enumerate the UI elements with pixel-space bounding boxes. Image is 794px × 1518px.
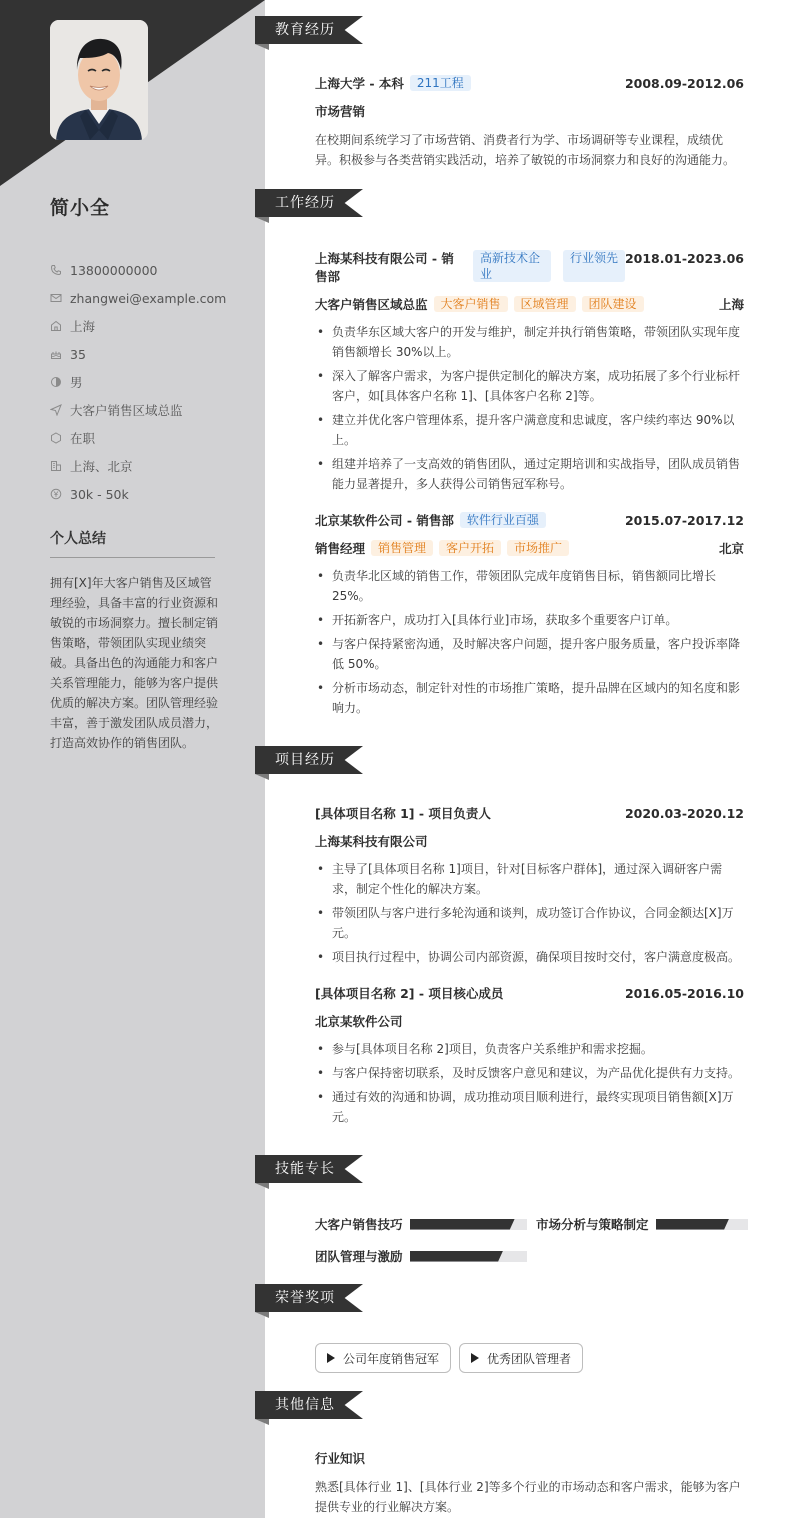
contact-age-text: 35 bbox=[70, 346, 86, 362]
role-tag: 销售管理 bbox=[371, 540, 433, 556]
summary-title: 个人总结 bbox=[50, 528, 215, 558]
section-header-skills bbox=[255, 1155, 363, 1183]
other-entry bbox=[315, 1450, 744, 1517]
work-bullets bbox=[315, 322, 744, 494]
gender-icon bbox=[50, 376, 62, 388]
company-name: 北京某软件公司 - 销售部 bbox=[315, 513, 454, 528]
contact-location bbox=[50, 312, 250, 340]
other-text: 熟悉[具体行业 1]、[具体行业 2]等多个行业的市场动态和客户需求，能够为客户提供专业的行业解决方案。 bbox=[315, 1480, 741, 1514]
list-item: • 深入了解客户需求，为客户提供定制化的解决方案，成功拓展了多个行业标杆客户，如[具体客户名称 1]、[具体客户名称 2]等。 bbox=[315, 366, 744, 406]
skill-item bbox=[315, 1215, 527, 1233]
contact-city-text: 上海、北京 bbox=[70, 459, 133, 474]
list-item: • 通过有效的沟通和协调，成功推动项目顺利进行，最终实现项目销售额[X]万元。 bbox=[315, 1087, 744, 1127]
work-entry bbox=[315, 250, 744, 498]
skill-item bbox=[536, 1215, 748, 1233]
play-icon bbox=[327, 1353, 335, 1363]
role-title: 大客户销售区域总监 bbox=[315, 297, 428, 312]
school-name: 上海大学 - 本科 bbox=[315, 76, 404, 91]
phone-icon bbox=[50, 264, 62, 276]
list-item: • 与客户保持密切联系，及时反馈客户意见和建议，为产品优化提供有力支持。 bbox=[315, 1063, 744, 1083]
company-tag: 软件行业百强 bbox=[460, 512, 546, 528]
position-icon bbox=[50, 404, 62, 416]
list-item: • 建立并优化客户管理体系，提升客户满意度和忠诚度，客户续约率达 90%以上。 bbox=[315, 410, 744, 450]
project-name: [具体项目名称 2] - 项目核心成员 bbox=[315, 986, 504, 1001]
skill-bar-fill bbox=[410, 1251, 504, 1262]
section-title: 技能专长 bbox=[275, 1161, 335, 1177]
work-date: 2015.07-2017.12 bbox=[624, 513, 744, 528]
role-title: 销售经理 bbox=[315, 541, 366, 556]
work-location: 北京 bbox=[718, 541, 744, 556]
contact-position-text: 大客户销售区域总监 bbox=[70, 403, 183, 418]
award-badge bbox=[315, 1343, 451, 1373]
location-icon bbox=[50, 320, 62, 332]
skill-bar bbox=[410, 1251, 527, 1262]
project-company: 北京某软件公司 bbox=[315, 1014, 403, 1029]
skill-name: 团队管理与激励 bbox=[315, 1249, 403, 1264]
section-title: 荣誉奖项 bbox=[275, 1290, 335, 1306]
list-item: • 与客户保持紧密沟通，及时解决客户问题，提升客户服务质量，客户投诉率降低 50%。 bbox=[315, 634, 744, 674]
contact-salary bbox=[50, 480, 250, 508]
age-icon bbox=[50, 348, 62, 360]
award-badge bbox=[459, 1343, 583, 1373]
project-company: 上海某科技有限公司 bbox=[315, 834, 428, 849]
list-item: • 项目执行过程中，协调公司内部资源，确保项目按时交付，客户满意度极高。 bbox=[315, 947, 744, 967]
skill-item bbox=[315, 1247, 527, 1265]
city-icon bbox=[50, 460, 62, 472]
role-tag: 区域管理 bbox=[514, 296, 576, 312]
work-entry bbox=[315, 512, 744, 722]
list-item: • 负责华北区域的销售工作，带领团队完成年度销售目标，销售额同比增长 25%。 bbox=[315, 566, 744, 606]
role-tag: 市场推广 bbox=[507, 540, 569, 556]
play-icon bbox=[471, 1353, 479, 1363]
education-desc: 在校期间系统学习了市场营销、消费者行为学、市场调研等专业课程，成绩优异。积极参与各类营销实践活动，培养了敏锐的市场洞察力和良好的沟通能力。 bbox=[315, 133, 736, 167]
section-header-other bbox=[255, 1391, 363, 1419]
project-date: 2016.05-2016.10 bbox=[624, 986, 744, 1001]
section-title: 工作经历 bbox=[275, 195, 335, 211]
contact-city bbox=[50, 452, 250, 480]
award-label: 优秀团队管理者 bbox=[487, 1351, 572, 1366]
contact-salary-text: 30k - 50k bbox=[70, 486, 129, 502]
skill-bar bbox=[410, 1219, 527, 1230]
list-item: • 主导了[具体项目名称 1]项目，针对[目标客户群体]，通过深入调研客户需求，制定个性化的解决方案。 bbox=[315, 859, 744, 899]
contact-status bbox=[50, 424, 250, 452]
section-header-projects bbox=[255, 746, 363, 774]
project-entry bbox=[315, 805, 744, 971]
skill-name: 大客户销售技巧 bbox=[315, 1217, 403, 1232]
status-icon bbox=[50, 432, 62, 444]
contact-position bbox=[50, 396, 250, 424]
list-item: • 开拓新客户，成功打入[具体行业]市场，获取多个重要客户订单。 bbox=[315, 610, 744, 630]
section-header-work bbox=[255, 189, 363, 217]
company-name: 上海某科技有限公司 - 销售部 bbox=[315, 251, 454, 284]
work-bullets bbox=[315, 566, 744, 718]
contact-age bbox=[50, 340, 250, 368]
list-item: • 负责华东区域大客户的开发与维护，制定并执行销售策略，带领团队实现年度销售额增长 30%以上。 bbox=[315, 322, 744, 362]
contact-status-text: 在职 bbox=[70, 431, 96, 446]
project-name: [具体项目名称 1] - 项目负责人 bbox=[315, 806, 491, 821]
list-item: • 分析市场动态，制定针对性的市场推广策略，提升品牌在区域内的知名度和影响力。 bbox=[315, 678, 744, 718]
contact-gender-text: 男 bbox=[70, 375, 83, 390]
skill-bar bbox=[656, 1219, 748, 1230]
work-location: 上海 bbox=[718, 297, 744, 312]
contact-phone bbox=[50, 256, 250, 284]
section-title: 项目经历 bbox=[275, 752, 335, 768]
section-header-education bbox=[255, 16, 363, 44]
avatar bbox=[50, 20, 148, 140]
contact-phone-text: 13800000000 bbox=[70, 262, 158, 278]
education-date: 2008.09-2012.06 bbox=[624, 76, 744, 91]
contact-gender bbox=[50, 368, 250, 396]
contact-email bbox=[50, 284, 250, 312]
summary-text: 拥有[X]年大客户销售及区域管理经验，具备丰富的行业资源和敏锐的市场洞察力。擅长制定销售策略，带领团队实现业绩突破。具备出色的沟通能力和客户关系管理能力，能够为客户提供优质的解决方案。团队管理经验丰富，善于激发团队成员潜力，打造高效协作的销售团队。 bbox=[50, 576, 219, 750]
other-title: 行业知识 bbox=[315, 1451, 366, 1466]
project-entry bbox=[315, 985, 744, 1131]
education-entry bbox=[315, 75, 744, 170]
mail-icon bbox=[50, 292, 62, 304]
major: 市场营销 bbox=[315, 104, 366, 119]
school-tag: 211工程 bbox=[410, 75, 471, 91]
skill-bar-fill bbox=[656, 1219, 730, 1230]
company-tag: 行业领先 bbox=[563, 250, 625, 282]
skill-bar-fill bbox=[410, 1219, 515, 1230]
contact-location-text: 上海 bbox=[70, 319, 96, 334]
skill-name: 市场分析与策略制定 bbox=[536, 1217, 649, 1232]
contact-list bbox=[50, 256, 250, 508]
award-label: 公司年度销售冠军 bbox=[343, 1351, 440, 1366]
section-title: 其他信息 bbox=[275, 1397, 335, 1413]
company-tag: 高新技术企业 bbox=[473, 250, 551, 282]
section-header-awards bbox=[255, 1284, 363, 1312]
project-bullets bbox=[315, 1039, 744, 1127]
sidebar bbox=[0, 0, 265, 1518]
project-date: 2020.03-2020.12 bbox=[624, 806, 744, 821]
work-date: 2018.01-2023.06 bbox=[624, 251, 744, 266]
contact-email-text: zhangwei@example.com bbox=[70, 290, 227, 306]
salary-icon bbox=[50, 488, 62, 500]
person-name: 简小全 bbox=[50, 197, 111, 219]
section-title: 教育经历 bbox=[275, 22, 335, 38]
role-tag: 大客户销售 bbox=[434, 296, 508, 312]
role-tag: 团队建设 bbox=[582, 296, 644, 312]
project-bullets bbox=[315, 859, 744, 967]
list-item: • 组建并培养了一支高效的销售团队，通过定期培训和实战指导，团队成员销售能力显著提升，多人获得公司销售冠军称号。 bbox=[315, 454, 744, 494]
list-item: • 参与[具体项目名称 2]项目，负责客户关系维护和需求挖掘。 bbox=[315, 1039, 744, 1059]
role-tag: 客户开拓 bbox=[439, 540, 501, 556]
list-item: • 带领团队与客户进行多轮沟通和谈判，成功签订合作协议，合同金额达[X]万元。 bbox=[315, 903, 744, 943]
